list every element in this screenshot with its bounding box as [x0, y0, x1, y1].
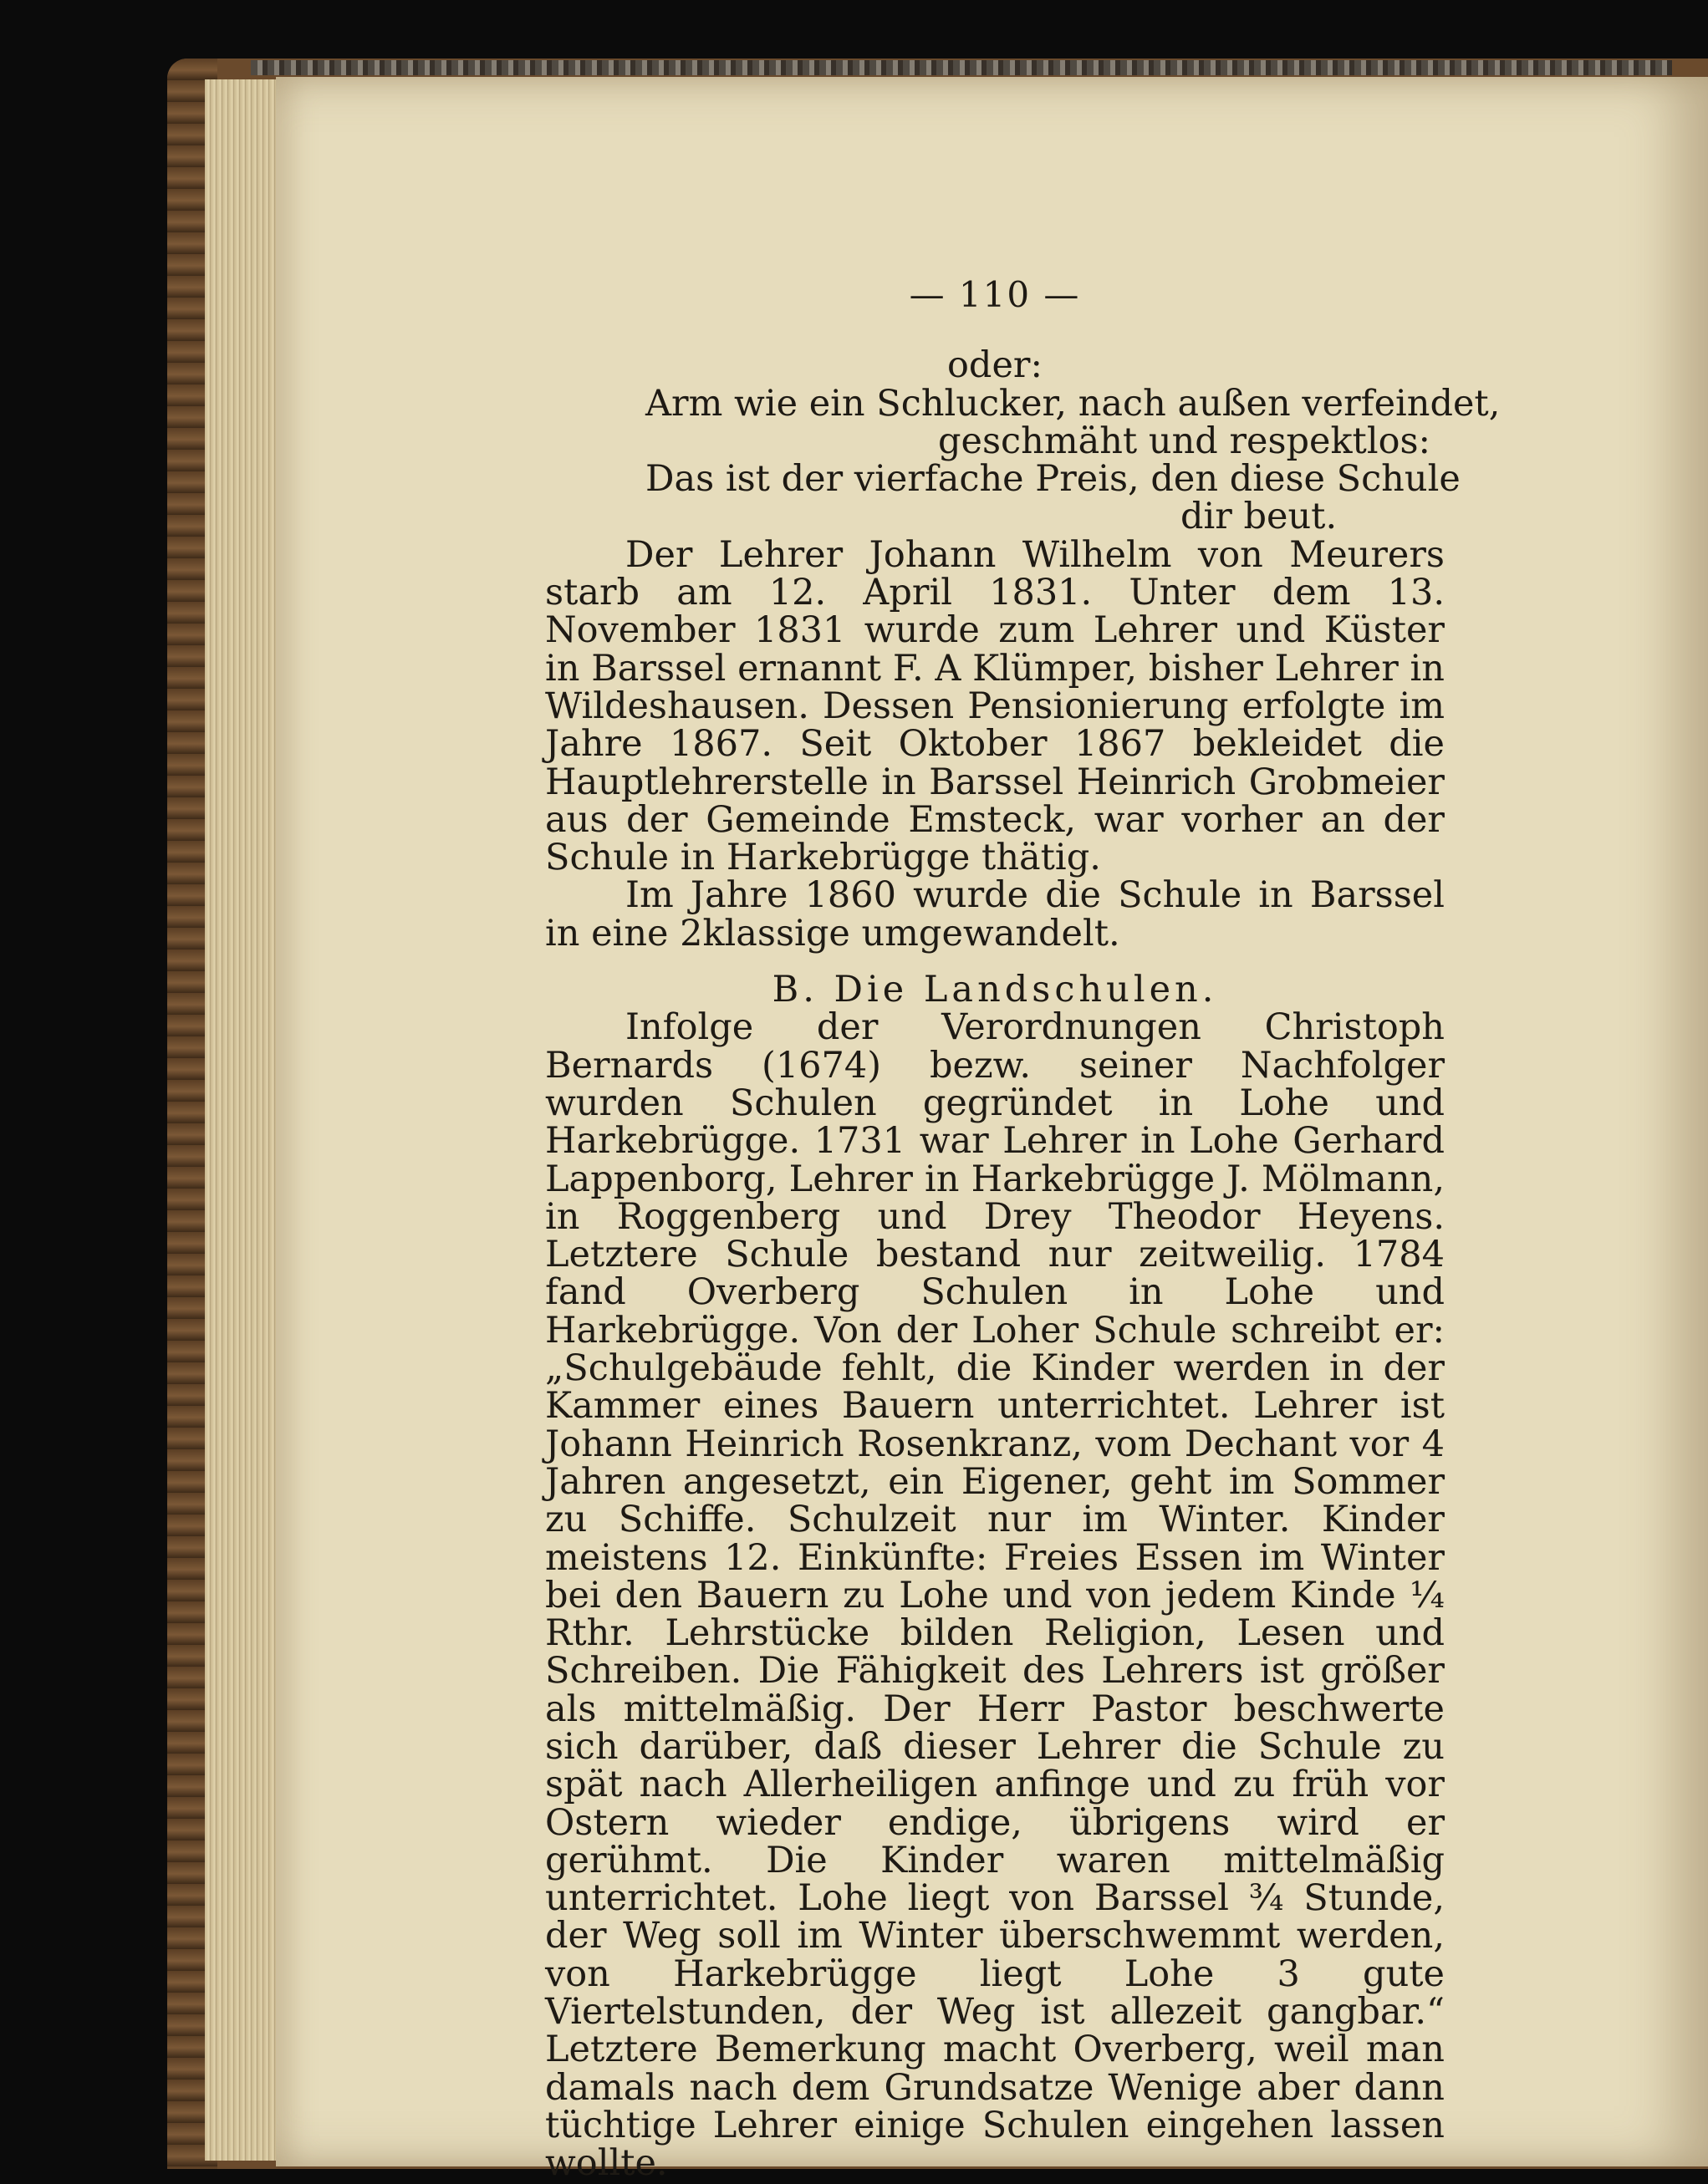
section-heading: B. Die Landschulen.	[772, 969, 1218, 1011]
poem-line: dir beut.	[1180, 496, 1338, 538]
poem-line: geschmäht und respektlos:	[938, 420, 1431, 462]
poem-line: Das ist der vierfache Preis, den diese Schule	[645, 458, 1461, 501]
page-number: — 110 —	[909, 274, 1081, 315]
page-text	[545, 274, 1501, 2184]
section-paragraph: Infolge der Verordnungen Christoph Bernards (1674) bezw. seiner Nachfolger wurden Schulen gegründet in Lohe und Harkebrügge. 1731 war Lehrer in Lohe Gerhard Lappenborg, Lehrer in Harkebrügge J. Mölmann, in Roggenberg und Drey Theodor Heyens. Letztere Schule bestand nur zeitweilig. 1784 fand Overberg Schulen in Lohe und Harkebrügge. Von der Loher Schule schreibt er: „Schulgebäude fehlt, die Kinder werden in der Kammer eines Bauern unterrichtet. Lehrer ist Johann Heinrich Rosenkranz, vom Dechant vor 4 Jahren angesetzt, ein Eigener, geht im Sommer zu Schiffe. Schulzeit nur im Winter. Kinder meistens 12. Einkünfte: Freies Essen im Winter bei den Bauern zu Lohe und von jedem Kinde ¼ Rthr. Lehrstücke bilden Religion, Lesen und Schreiben. Die Fähigkeit des Lehrers ist größer als mittelmäßig. Der Herr Pastor beschwerte sich darüber, daß dieser Lehrer die Schule zu spät nach Allerheiligen anfinge und zu früh vor Ostern wieder endige, übrigens wird er gerühmt. Die Kinder waren mittelmäßig unterrichtet. Lohe liegt von Barssel ¾ Stunde, der Weg soll im Winter überschwemmt werden, von Harkebrügge liegt Lohe 3 gute Viertelstunden, der Weg ist allezeit gangbar.“ Letztere Bemerkung macht Overberg, weil man damals nach dem Grundsatze Wenige aber dann tüchtige Lehrer einige Schulen eingehen lassen wollte.	[545, 1006, 1445, 2184]
poem-line: oder:	[947, 344, 1043, 387]
book-top-edge	[251, 60, 1672, 75]
paragraph: Im Jahre 1860 wurde die Schule in Barssel in eine 2klassige umgewandelt.	[545, 874, 1445, 955]
poem	[545, 344, 1501, 538]
paragraph: Der Lehrer Johann Wilhelm von Meurers starb am 12. April 1831. Unter dem 13. November 1831 wurde zum Lehrer und Küster in Barssel ernannt F. A Klümper, bisher Lehrer in Wildeshausen. Dessen Pensionierung erfolgte im Jahre 1867. Seit Oktober 1867 bekleidet die Hauptlehrerstelle in Barssel Heinrich Grobmeier aus der Gemeinde Emsteck, war vorher an der Schule in Harkebrügge thätig.	[545, 533, 1445, 879]
poem-line: Arm wie ein Schlucker, nach außen verfeindet,	[645, 382, 1501, 425]
